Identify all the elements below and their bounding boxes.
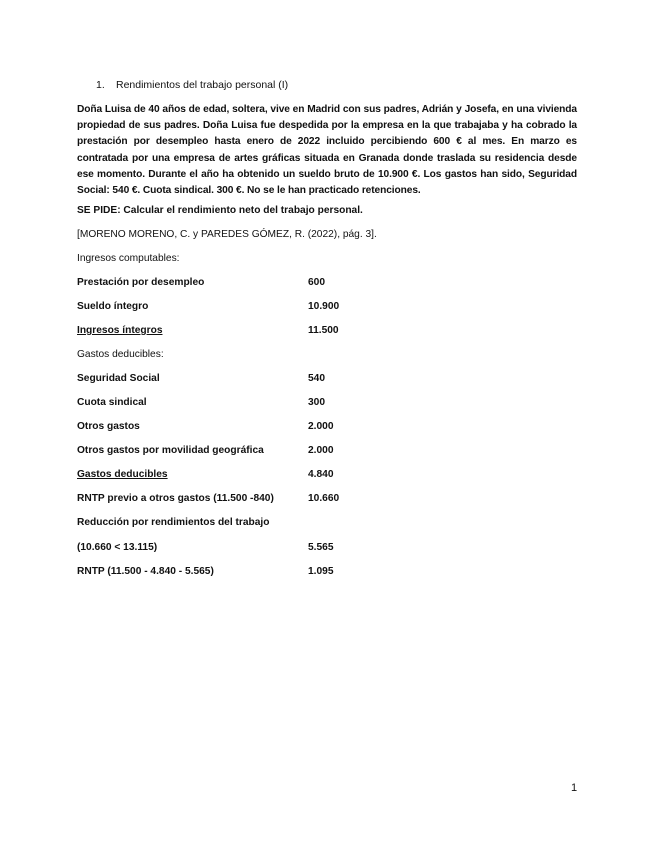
row-value: 2.000 bbox=[308, 421, 334, 432]
income-section-title: Ingresos computables: bbox=[77, 253, 180, 264]
row-label: Otros gastos bbox=[77, 421, 140, 432]
reference-citation: [MORENO MORENO, C. y PAREDES GÓMEZ, R. (2022), pág. 3]. bbox=[77, 229, 377, 240]
row-value: 10.660 bbox=[308, 493, 340, 504]
page-number: 1 bbox=[571, 782, 578, 794]
row-label: (10.660 < 13.115) bbox=[77, 542, 158, 553]
exercise-statement: Doña Luisa de 40 años de edad, soltera, vive en Madrid con sus padres, Adrián y Josefa, en una vivienda propiedad de sus padres. Doña Luisa fue despedida por la empresa en la que trabajaba y ha cobrado la prestación por desempleo hasta enero de 2022 incluido percibiendo 600 € al mes. En marzo es contratada por una empresa de artes gráficas situada en Granada donde traslada su residencia desde ese momento. Durante el año ha obtenido un sueldo bruto de 10.900 €. Los gastos han sido, Seguridad Social: 540 €. Cuota sindical. 300 €. No se le han practicado retenciones. bbox=[77, 104, 577, 197]
expense-row-mobility bbox=[77, 445, 377, 461]
row-label: Gastos deducibles bbox=[77, 469, 168, 480]
expense-row-union-fee bbox=[77, 397, 377, 413]
row-value: 10.900 bbox=[308, 301, 340, 312]
reduction-row bbox=[77, 542, 377, 558]
exercise-heading bbox=[96, 79, 288, 91]
row-label: RNTP previo a otros gastos (11.500 -840) bbox=[77, 493, 274, 504]
row-label: Seguridad Social bbox=[77, 373, 160, 384]
row-value: 1.095 bbox=[308, 566, 334, 577]
row-value: 540 bbox=[308, 373, 325, 384]
expense-row-total bbox=[77, 469, 377, 485]
expense-row-social-security bbox=[77, 373, 377, 389]
row-label: RNTP (11.500 - 4.840 - 5.565) bbox=[77, 566, 214, 577]
reduction-label: Reducción por rendimientos del trabajo bbox=[77, 517, 270, 528]
income-row-unemployment bbox=[77, 277, 377, 293]
row-value: 600 bbox=[308, 277, 325, 288]
row-label: Prestación por desempleo bbox=[77, 277, 205, 288]
expenses-section-title: Gastos deducibles: bbox=[77, 349, 164, 360]
row-value: 300 bbox=[308, 397, 325, 408]
row-value: 11.500 bbox=[308, 325, 339, 336]
row-value: 4.840 bbox=[308, 469, 334, 480]
income-row-salary bbox=[77, 301, 377, 317]
row-value: 5.565 bbox=[308, 542, 334, 553]
exercise-number: 1. bbox=[96, 79, 105, 91]
task-statement: SE PIDE: Calcular el rendimiento neto del trabajo personal. bbox=[77, 205, 363, 216]
row-label: Cuota sindical bbox=[77, 397, 147, 408]
rntp-final-row bbox=[77, 566, 377, 582]
row-label: Otros gastos por movilidad geográfica bbox=[77, 445, 264, 456]
row-label: Sueldo íntegro bbox=[77, 301, 149, 312]
expense-row-other bbox=[77, 421, 377, 437]
rntp-previous-row bbox=[77, 493, 377, 509]
income-row-total bbox=[77, 325, 377, 341]
row-value: 2.000 bbox=[308, 445, 334, 456]
exercise-title: Rendimientos del trabajo personal (I) bbox=[116, 79, 289, 91]
row-label: Ingresos íntegros bbox=[77, 325, 163, 336]
